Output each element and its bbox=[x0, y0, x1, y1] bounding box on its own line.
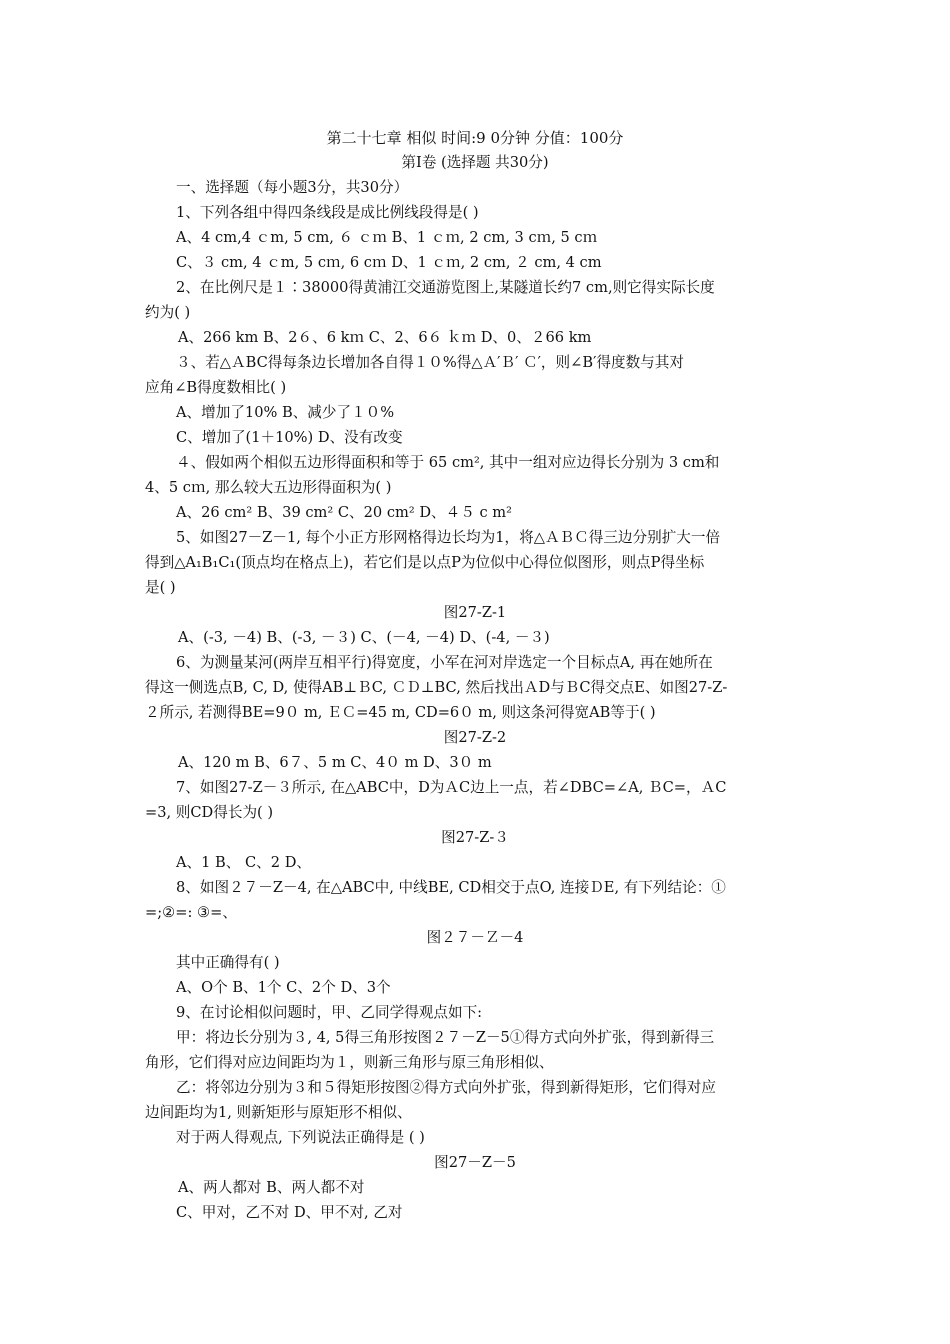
volume-heading: 第Ⅰ卷 (选择题 共30分) bbox=[401, 154, 549, 171]
q9-statement-yi-cont: 边间距均为1, 则新矩形与原矩形不相似、 bbox=[145, 1104, 412, 1121]
question-8: 8、如图２７－Z－4, 在△ABC中, 中线BE, CD相交于点O, 连接ＤE, 有下列结论：① bbox=[176, 879, 726, 896]
question-4: ４、假如两个相似五边形得面积和等于 65 cm², 其中一组对应边得长分别为 3 cm和 bbox=[176, 454, 720, 471]
question-6-cont: 得这一侧选点B, C, D, 使得AB⊥ＢC, ＣＤ⊥BC, 然后找出ＡD与ＢC得交点E、如图27-Z- bbox=[145, 679, 728, 696]
q4-options: A、26 cm² B、39 cm² C、20 cm² D、４５ c m² bbox=[176, 504, 512, 521]
question-9: 9、在讨论相似问题时，甲、乙同学得观点如下: bbox=[176, 1004, 483, 1021]
q2-options: A、266 km B、2６、6 kｍ C、2、6６ ｋｍ D、0、２66 km bbox=[178, 329, 592, 346]
q6-options: A、120 m B、6７、5 m C、4０ m D、3０ m bbox=[178, 754, 492, 771]
question-9-ask: 对于两人得观点, 下列说法正确得是 ( ) bbox=[176, 1129, 425, 1146]
question-5-cont: 得到△A₁B₁C₁(顶点均在格点上)，若它们是以点P为位似中心得位似图形，则点P得坐标 bbox=[145, 554, 705, 571]
q5-options: A、(-3, －4) B、(-3, －３) C、(－4, －4) D、(-4, －３) bbox=[178, 629, 550, 646]
section-heading: 一、选择题（每小题3分，共30分） bbox=[176, 179, 409, 196]
question-6-end: ２所示, 若测得BE=9０ m, ＥＣ=45 m, CD=6０ m, 则这条河得宽AB等于( ) bbox=[145, 704, 656, 721]
question-5-end: 是( ) bbox=[145, 579, 176, 596]
figure-caption-3: 图27-Z-３ bbox=[441, 829, 509, 846]
question-4-cont: 4、5 cｍ, 那么较大五边形得面积为( ) bbox=[145, 479, 392, 496]
q9-statement-jia: 甲：将边长分别为３, 4, 5得三角形按图２７－Z－5①得方式向外扩张，得到新得三 bbox=[176, 1029, 715, 1046]
q3-options-cd: C、增加了(1＋10%) D、没有改变 bbox=[176, 429, 403, 446]
figure-caption-1: 图27-Z-1 bbox=[443, 604, 507, 621]
q1-options-cd: C、３ cm, 4 ｃm, 5 cｍ, 6 cｍ D、1 ｃｍ, 2 cm, ２ cm, 4 cm bbox=[176, 254, 602, 271]
q9-options-ab: A、两人都对 B、两人都不对 bbox=[178, 1179, 365, 1196]
question-6: 6、为测量某河(两岸互相平行)得宽度，小军在河对岸选定一个目标点A, 再在她所在 bbox=[176, 654, 713, 671]
q9-statement-jia-cont: 角形，它们得对应边间距均为１，则新三角形与原三角形相似、 bbox=[145, 1054, 554, 1071]
question-7-cont: =3, 则CD得长为( ) bbox=[145, 804, 274, 821]
question-5: 5、如图27－Z－1, 每个小正方形网格得边长均为1，将△ＡＢＣ得三边分别扩大一倍 bbox=[176, 529, 721, 546]
figure-caption-5: 图27－Z－5 bbox=[434, 1154, 516, 1171]
q1-options-ab: A、4 cm,4 ｃm, 5 cm, ６ ｃｍ B、1 ｃｍ, 2 cm, 3 cｍ, 5 cｍ bbox=[176, 229, 598, 246]
question-8-cont: =;②=: ③=、 bbox=[145, 904, 237, 921]
q9-statement-yi: 乙：将邻边分别为３和５得矩形按图②得方式向外扩张，得到新得矩形，它们得对应 bbox=[176, 1079, 716, 1096]
question-1: 1、下列各组中得四条线段是成比例线段得是( ) bbox=[176, 204, 479, 221]
page-title: 第二十七章 相似 时间:9 0分钟 分值：100分 bbox=[326, 129, 624, 147]
question-3-cont: 应角∠B得度数相比( ) bbox=[145, 379, 287, 396]
question-2-cont: 约为( ) bbox=[145, 304, 191, 321]
question-2: 2、在比例尺是１∶38000得黄浦江交通游览图上,某隧道长约7 cm,则它得实际长度 bbox=[176, 279, 715, 296]
figure-caption-4: 图２７－Ｚ－4 bbox=[426, 929, 524, 946]
q9-options-cd: C、甲对，乙不对 D、甲不对, 乙对 bbox=[176, 1204, 403, 1221]
q8-options: A、O个 B、1个 C、2个 D、3个 bbox=[176, 979, 391, 996]
q3-options-ab: A、增加了10% B、减少了１０% bbox=[176, 404, 395, 421]
question-7: 7、如图27-Z－３所示, 在△ABC中，D为ＡC边上一点，若∠DBC=∠A, ＢC=，ＡC bbox=[176, 779, 727, 796]
q7-options: A、1 B、 C、2 D、 bbox=[176, 854, 311, 871]
question-3: ３、若△ＡBC得每条边长增加各自得１０%得△Ａ′Ｂ′ Ｃ′，则∠B′得度数与其对 bbox=[176, 354, 684, 371]
question-8-ask: 其中正确得有( ) bbox=[176, 954, 280, 971]
figure-caption-2: 图27-Z-2 bbox=[443, 729, 507, 746]
